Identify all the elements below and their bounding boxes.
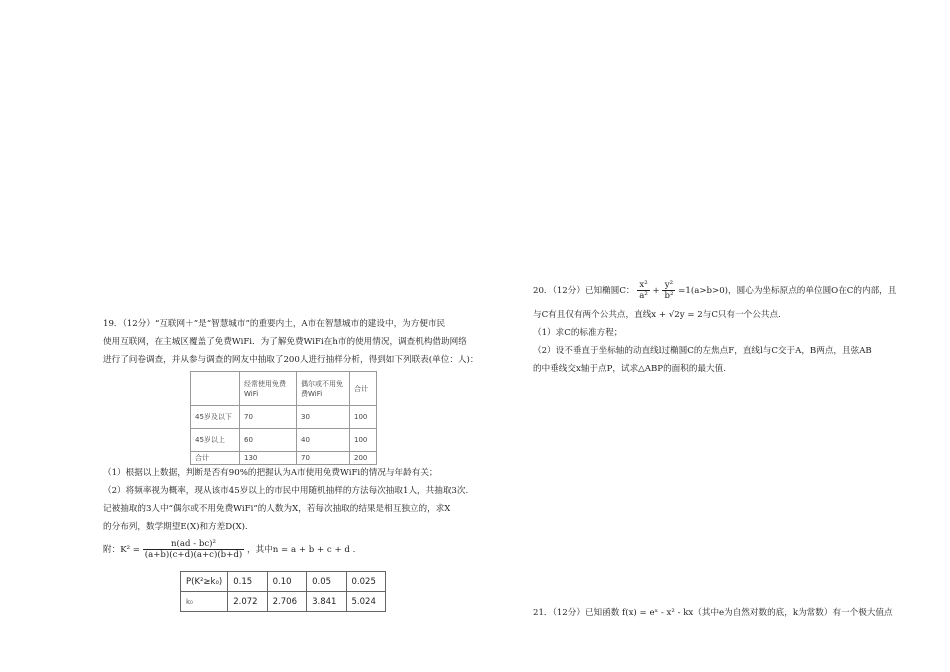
frac-den: a² (639, 291, 648, 301)
q20-part2-line2: 的中垂线交x轴于点P，试求△ABP的面积的最大值. (533, 364, 726, 374)
q20-line2: 与C有且仅有两个公共点，直线x + √2y = 2与C只有一个公共点. (533, 310, 781, 320)
table-cell: 200 (350, 452, 377, 465)
table-cell: 45岁及以下 (191, 406, 240, 429)
ellipse-frac-y (662, 280, 675, 301)
table-cell: 60 (240, 429, 297, 452)
q21-line: 21．（12分）已知函数 f(x) = eˣ - x² - kx（其中e为自然对数的底，k为常数）有一个极大值点 (533, 608, 893, 618)
table-cell: 45岁以上 (191, 429, 240, 452)
q19-part2-line1: （2）将频率视为概率，现从该市45岁以上的市民中用随机抽样的方法每次抽取1人，共抽取3次. (103, 486, 469, 496)
table-cell: 130 (240, 452, 297, 465)
table-cell: 2.072 (228, 592, 267, 612)
formula-suffix: ，其中n = a + b + c + d . (246, 545, 356, 555)
contingency-table (190, 371, 377, 465)
table-cell: 5.024 (346, 592, 385, 612)
table-cell: 100 (350, 406, 377, 429)
table-row (191, 406, 377, 429)
table-header: 经常使用免费WiFi (240, 372, 297, 406)
table-cell: 2.706 (267, 592, 306, 612)
q20-part2-line1: （2）设不垂直于坐标轴的动直线l过椭圆C的左焦点F，直线l与C交于A，B两点，且弦AB (533, 346, 872, 356)
q19-line2: 使用互联网，在主城区覆盖了免费WiFi．为了解免费WiFi在h市的使用情况，调查机构借助网络 (103, 337, 467, 347)
table-header: 偶尔或不用免费WiFi (297, 372, 350, 406)
table-row (181, 572, 386, 592)
table-header: 合计 (350, 372, 377, 406)
q19-part2-line3: 的分布列，数学期望E(X)和方差D(X). (103, 522, 248, 532)
table-cell: 0.10 (267, 572, 306, 592)
table-cell: 70 (297, 452, 350, 465)
q20-part1: （1）求C的标准方程； (533, 328, 623, 338)
table-cell: 合计 (191, 452, 240, 465)
formula-prefix: 附：K² = (103, 545, 140, 555)
table-cell: 3.841 (307, 592, 346, 612)
q19-part1: （1）根据以上数据，判断是否有90%的把握认为A市使用免费WiFi的情况与年龄有关； (103, 468, 438, 478)
table-cell: 70 (240, 406, 297, 429)
q19-part2-line2: 记被抽取的3人中“偶尔或不用免费WiFi”的人数为X，若每次抽取的结果是相互独立的，求X (103, 504, 451, 514)
table-cell: P(K²≥k₀) (181, 572, 228, 592)
table-row (191, 452, 377, 465)
k-squared-formula (103, 538, 355, 562)
formula-denominator: (a+b)(c+d)(a+c)(b+d) (144, 550, 243, 560)
q19-line3: 进行了问卷调查，并从参与调查的网友中抽取了200人进行抽样分析，得到如下列联表(单位：人)： (103, 355, 479, 365)
frac-num: y² (662, 280, 675, 291)
table-cell: 40 (297, 429, 350, 452)
critical-value-table (180, 571, 386, 612)
q19-line1: 19．（12分）“互联网＋”是“智慧城市”的重要内土，A市在智慧城市的建设中，为方便市民 (103, 319, 446, 329)
q20-condition: =1(a>b>0)，圆心为坐标原点的单位圆O在C的内部，且 (678, 286, 897, 296)
table-cell: k₀ (181, 592, 228, 612)
plus-sign: + (652, 286, 660, 296)
q20-line1 (533, 279, 896, 303)
q20-prefix: 20．（12分）已知椭圆C： (533, 286, 635, 296)
formula-numerator: n(ad - bc)² (143, 539, 245, 550)
frac-num: x² (637, 280, 650, 291)
table-cell: 100 (350, 429, 377, 452)
ellipse-frac-x (637, 280, 650, 301)
table-row (181, 592, 386, 612)
table-cell: 0.15 (228, 572, 267, 592)
table-cell: 0.025 (346, 572, 385, 592)
table-cell (191, 372, 240, 406)
frac-den: b² (664, 291, 674, 301)
table-cell: 0.05 (307, 572, 346, 592)
table-header-row (191, 372, 377, 406)
table-row (191, 429, 377, 452)
formula-fraction (143, 539, 245, 560)
table-cell: 30 (297, 406, 350, 429)
